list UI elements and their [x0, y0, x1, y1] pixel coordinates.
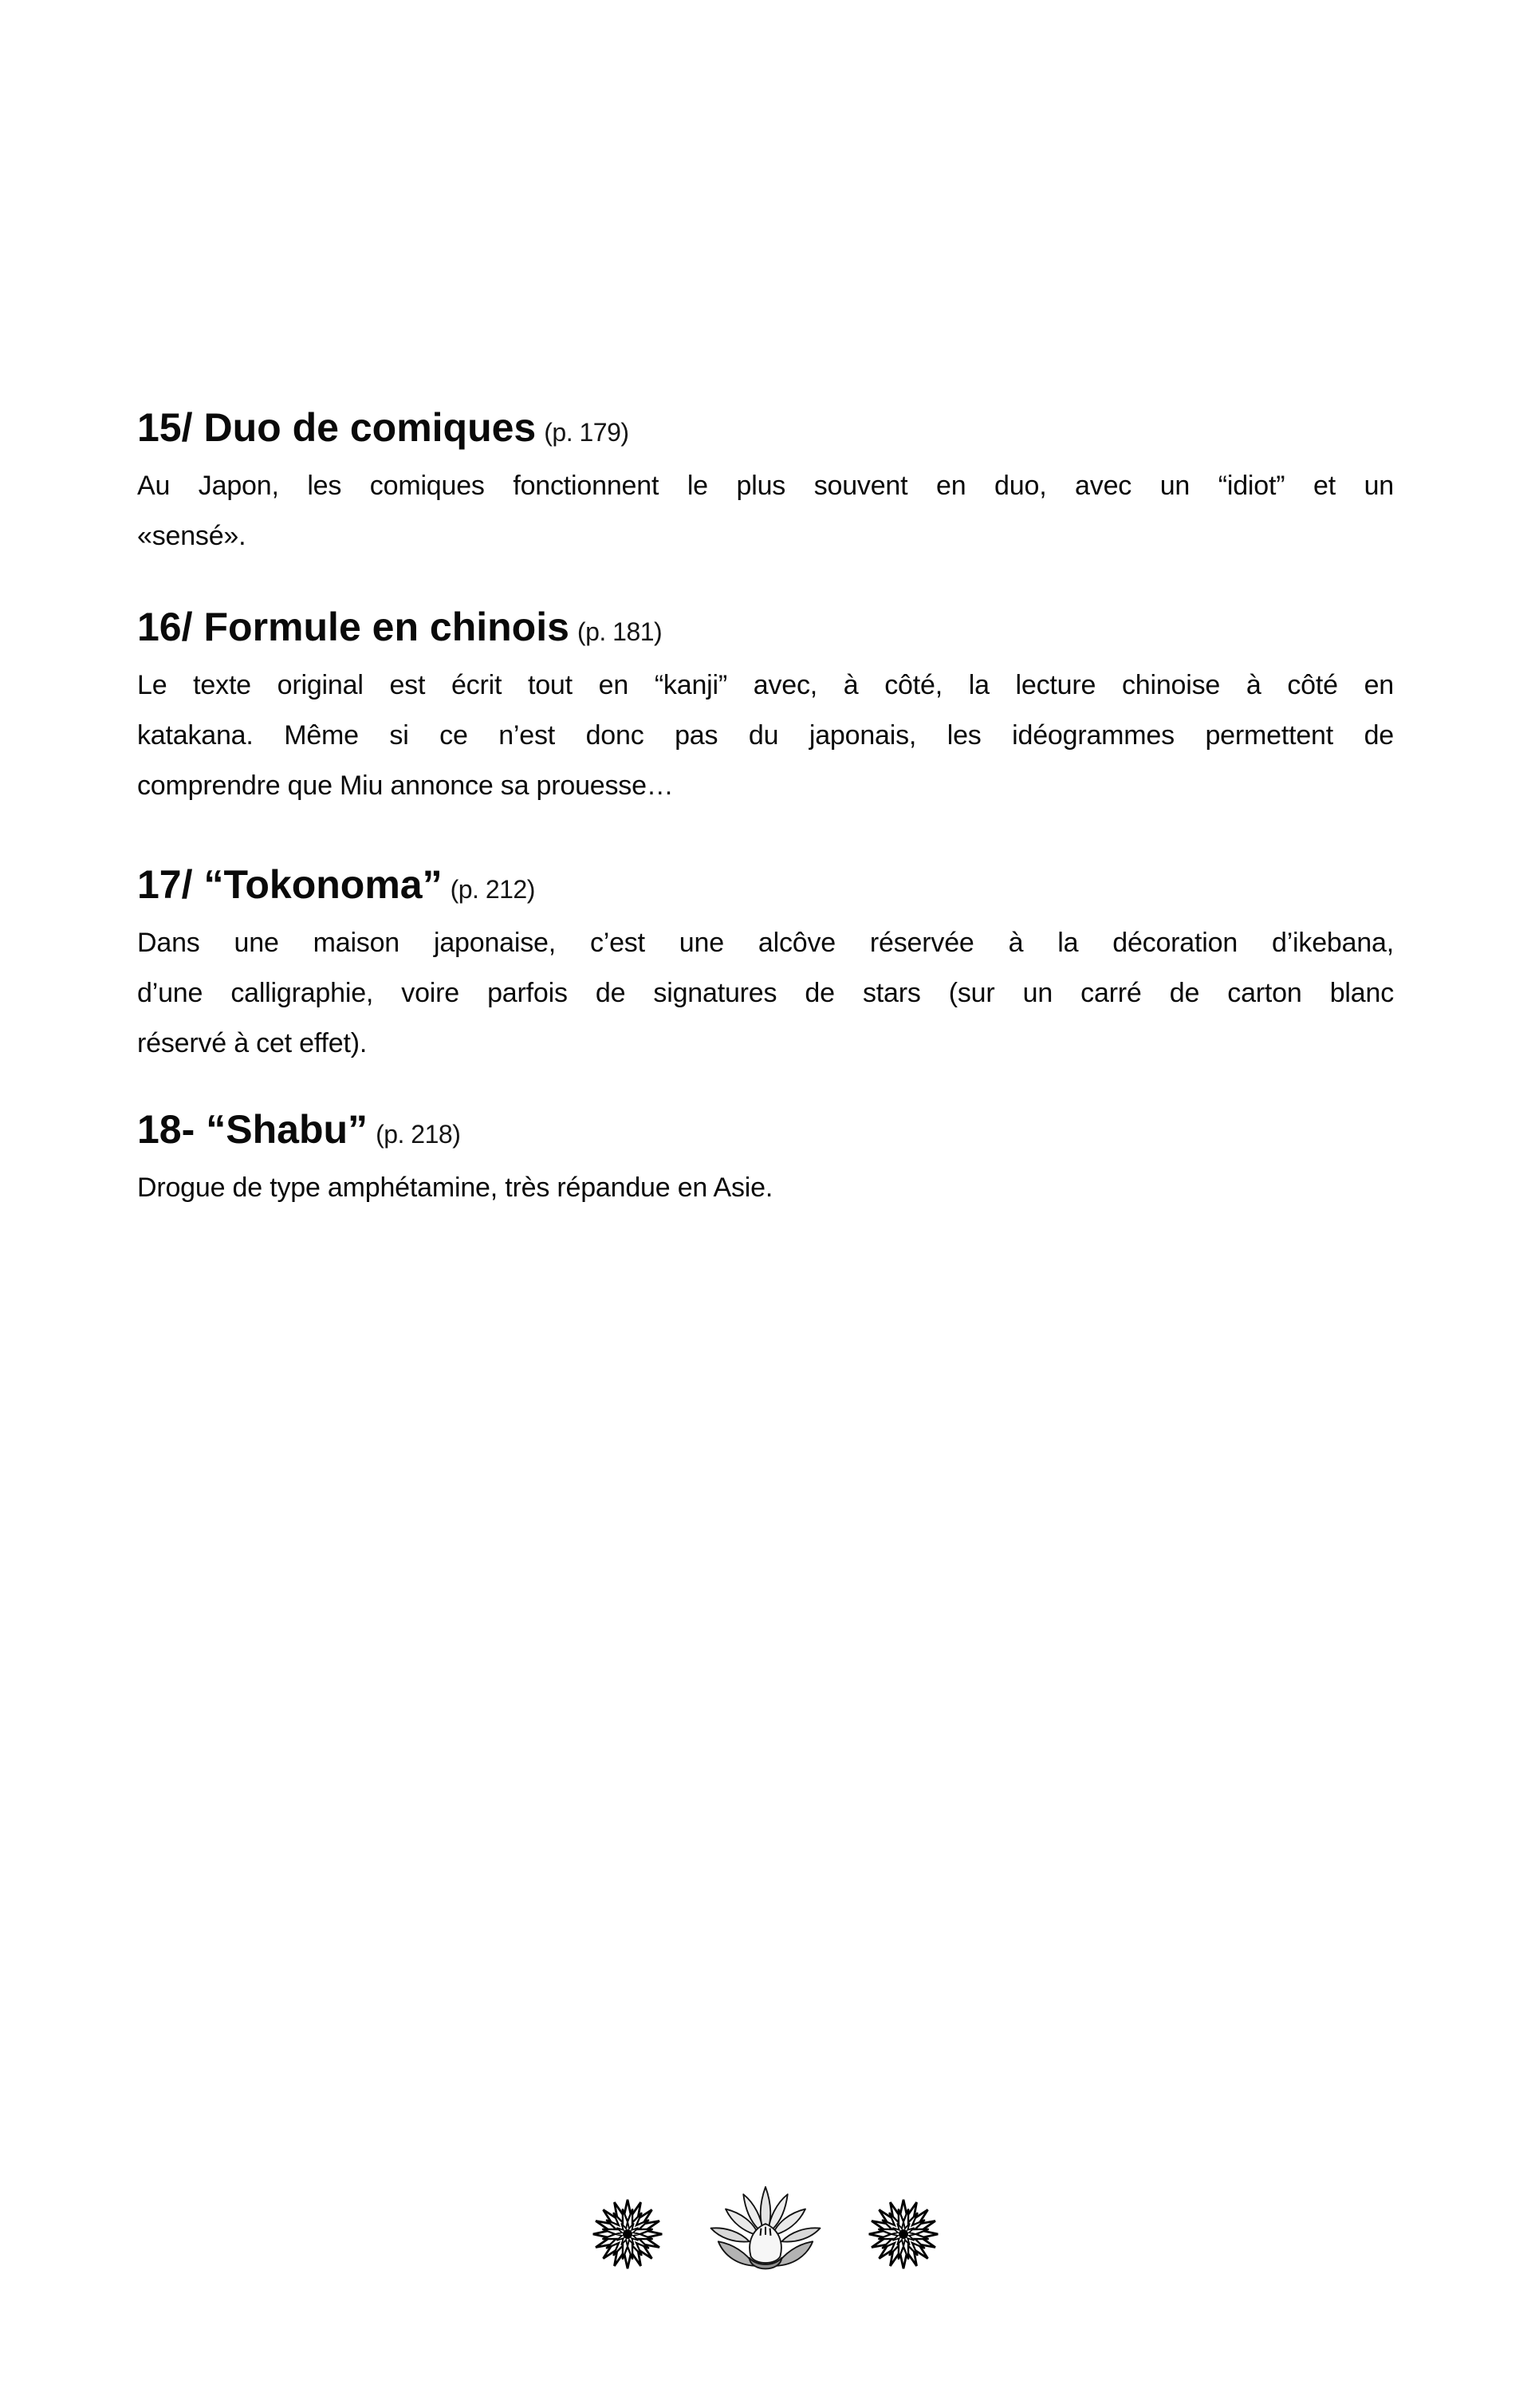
- body-line: «sensé».: [137, 521, 246, 551]
- note-heading: [137, 399, 1394, 461]
- note-page-ref: (p. 181): [577, 617, 663, 646]
- note-heading: [137, 598, 1394, 660]
- body-line: katakana. Même si ce n’est donc pas du japonais, les idéogrammes permettent de: [137, 720, 1394, 751]
- body-line: Drogue de type amphétamine, très répandue en Asie.: [137, 1172, 773, 1203]
- body-line: Au Japon, les comiques fonctionnent le plus souvent en duo, avec un “idiot” et un: [137, 471, 1394, 501]
- note-section-17: [137, 856, 1394, 1069]
- body-line: d’une calligraphie, voire parfois de signatures de stars (sur un carré de carton blanc: [137, 978, 1394, 1008]
- body-line: Le texte original est écrit tout en “kanji” avec, à côté, la lecture chinoise à côté en: [137, 670, 1394, 700]
- note-number: 16/: [137, 605, 193, 649]
- note-body: [137, 461, 1394, 562]
- note-title: “Tokonoma”: [203, 862, 443, 907]
- note-section-16: [137, 598, 1394, 811]
- starburst-flower-icon: [867, 2197, 940, 2271]
- glossary-notes: [137, 399, 1394, 1213]
- body-line: réservé à cet effet).: [137, 1028, 368, 1058]
- note-section-15: [137, 399, 1394, 562]
- note-body: [137, 660, 1394, 811]
- note-heading: [137, 856, 1394, 918]
- lotus-flower-icon: [706, 2182, 825, 2286]
- body-line: comprendre que Miu annonce sa prouesse…: [137, 770, 674, 801]
- note-number: 17/: [137, 862, 193, 907]
- note-body: [137, 918, 1394, 1069]
- note-number: 18-: [137, 1107, 195, 1152]
- note-page-ref: (p. 212): [450, 875, 535, 904]
- note-title: “Shabu”: [206, 1107, 368, 1152]
- note-section-18: [137, 1101, 1394, 1213]
- note-page-ref: (p. 179): [544, 418, 629, 447]
- note-body: [137, 1163, 1394, 1213]
- starburst-flower-icon: [591, 2197, 664, 2271]
- footer-ornaments: [0, 2182, 1531, 2286]
- note-heading: [137, 1101, 1394, 1163]
- note-title: Duo de comiques: [203, 405, 537, 450]
- body-line: Dans une maison japonaise, c’est une alcôve réservée à la décoration d’ikebana,: [137, 928, 1394, 958]
- note-number: 15/: [137, 405, 193, 450]
- note-page-ref: (p. 218): [376, 1120, 461, 1149]
- note-title: Formule en chinois: [203, 605, 569, 649]
